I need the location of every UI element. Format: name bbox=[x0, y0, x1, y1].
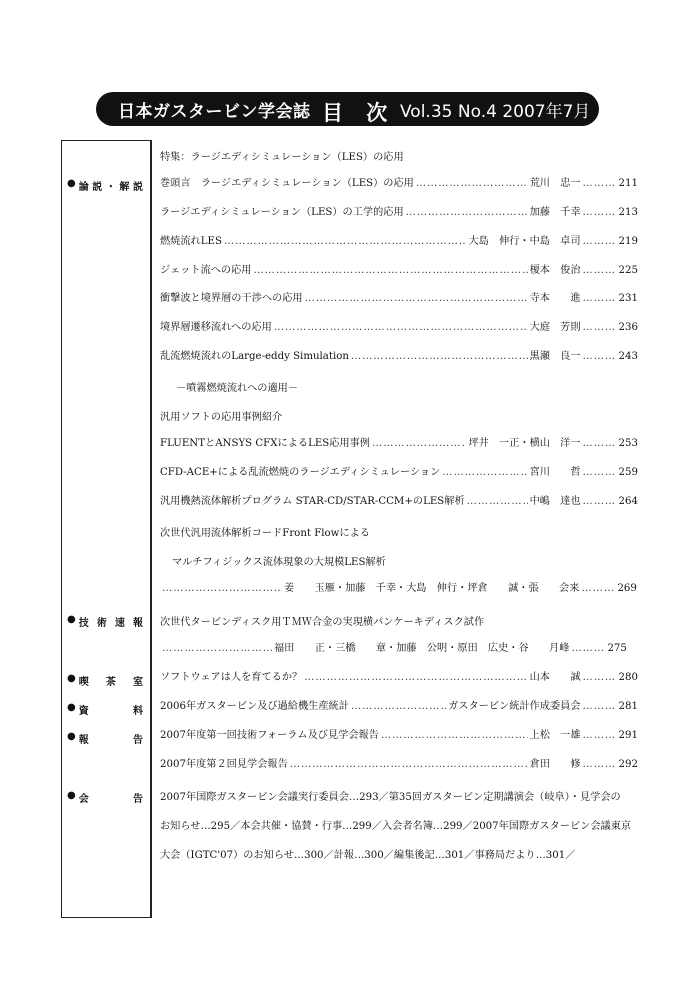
bullet-icon: ● bbox=[67, 790, 76, 801]
toc-entry[interactable]: …………………………………………………………………………………………………………………………………………………………………………… 姜 玉雁・加藤 千幸・大島 伸行・坪倉 誠・張 会来 …………………………………………………………………………………………………………………………………………………………………………… 269 bbox=[160, 582, 638, 596]
notice-line: 2007年国際ガスタービン会議実行委員会…293／第35回ガスタービン定期講演会（岐阜）・見学会の bbox=[160, 792, 621, 803]
column-divider bbox=[150, 140, 152, 918]
toc-entry[interactable]: ジェット流への応用 …………………………………………………………………………………………………………………………………………………………………………… 榎本 俊治 …………………………………………………………………………………………………………………………………………………………………………… 225 bbox=[160, 264, 638, 278]
toc-entry[interactable]: 2007年度第２回見学会報告 …………………………………………………………………………………………………………………………………………………………………………… 倉田 修 …………………………………………………………………………………………………………………………………………………………………………… 292 bbox=[160, 758, 638, 772]
toc-entry[interactable]: CFD-ACE+による乱流燃焼のラージエディシミュレーション …………………………………………………………………………………………………………………………………………………………………………… 宮川 哲 …………………………………………………………………………………………………………………………………………………………………………… 259 bbox=[160, 466, 638, 480]
toc-entry[interactable]: 境界層遷移流れへの応用 …………………………………………………………………………………………………………………………………………………………………………… 大庭 芳則 …………………………………………………………………………………………………………………………………………………………………………… 236 bbox=[160, 321, 638, 335]
entry-subtitle: －噴霧燃焼流れへの適用－ bbox=[176, 383, 299, 394]
toc-entry[interactable]: 乱流燃焼流れのLarge-eddy Simulation …………………………………………………………………………………………………………………………………………………………………………… 黒瀬 良一 …………………………………………………………………………………………………………………………………………………………………………… 243 bbox=[160, 350, 638, 364]
frontflow-title-line2: マルチフィジックス流体現象の大規模LES解析 bbox=[172, 557, 386, 568]
toc-entry[interactable]: ソフトウェアは人を育てるか？ …………………………………………………………………………………………………………………………………………………………………………… 山本 誠 …………………………………………………………………………………………………………………………………………………………………………… 280 bbox=[160, 671, 638, 685]
tech-report-title: 次世代タービンディスク用ＴＭＷ合金の実現横パンケーキディスク試作 bbox=[160, 617, 485, 628]
category-ronsetsu: ● 論説・解説 bbox=[67, 178, 143, 193]
frontflow-title-line1: 次世代汎用流体解析コードFront Flowによる bbox=[160, 528, 370, 539]
notice-line: 大会（IGTC'07）のお知らせ…300／計報…300／編集後記…301／事務局だより…301／ bbox=[160, 850, 576, 861]
toc-entry[interactable]: 巻頭言 ラージエディシミュレーション（LES）の応用 …………………………………………………………………………………………………………………………………………………………………………… 荒川 忠一 …………………………………………………………………………………………………………………………………………………………………………… 211 bbox=[160, 177, 638, 191]
toc-entry[interactable]: …………………………………………………………………………………………………………………………………………………………………………… 福田 正・三橋 章・加藤 公明・原田 広史・谷 月峰 …………………………………………………………………………………………………………………………………………………………………………… 275 bbox=[160, 642, 638, 656]
category-hokoku: ● 報告 bbox=[67, 731, 143, 746]
category-gijutsu: ● 技術速報 bbox=[67, 614, 143, 629]
special-feature-heading: 特集：ラージエディシミュレーション（LES）の応用 bbox=[160, 152, 404, 163]
category-kissa: ● 喫茶室 bbox=[67, 673, 143, 688]
toc-entry[interactable]: 2006年ガスタービン及び過給機生産統計 …………………………………………………………………………………………………………………………………………………………………………… ガスタービン統計作成委員会 …………………………………………………………………………………………………………………………………………………………………………… 281 bbox=[160, 700, 638, 714]
category-shiryo: ● 資料 bbox=[67, 702, 143, 717]
toc-title: 目 次 bbox=[322, 101, 396, 125]
bullet-icon: ● bbox=[67, 178, 76, 189]
bullet-icon: ● bbox=[67, 731, 76, 742]
toc-entry[interactable]: 2007年度第一回技術フォーラム及び見学会報告 …………………………………………………………………………………………………………………………………………………………………………… 上松 一雄 …………………………………………………………………………………………………………………………………………………………………………… 291 bbox=[160, 729, 638, 743]
issue-info: Vol.35 No.4 2007年7月 bbox=[400, 102, 591, 122]
notice-line: お知らせ…295／本会共催・協賛・行事…299／入会者名簿…299／2007年国際ガスタービン会議東京 bbox=[160, 821, 632, 832]
toc-entry[interactable]: FLUENTとANSYS CFXによるLES応用事例 …………………………………………………………………………………………………………………………………………………………………………… 坪井 一正・横山 洋一 …………………………………………………………………………………………………………………………………………………………………………… 253 bbox=[160, 437, 638, 451]
toc-entry[interactable]: ラージエディシミュレーション（LES）の工学的応用 …………………………………………………………………………………………………………………………………………………………………………… 加藤 千幸 …………………………………………………………………………………………………………………………………………………………………………… 213 bbox=[160, 206, 638, 220]
toc-entry[interactable]: 汎用機熱流体解析プログラム STAR-CD/STAR-CCM+のLES解析 …………………………………………………………………………………………………………………………………………………………………………… 中嶋 達也 …………………………………………………………………………………………………………………………………………………………………………… 264 bbox=[160, 495, 638, 509]
bullet-icon: ● bbox=[67, 614, 76, 625]
magazine-title: 日本ガスタービン学会誌 bbox=[118, 102, 311, 122]
bullet-icon: ● bbox=[67, 673, 76, 684]
toc-entry[interactable]: 燃焼流れLES …………………………………………………………………………………………………………………………………………………………………………… 大島 伸行・中島 卓司 …………………………………………………………………………………………………………………………………………………………………………… 219 bbox=[160, 235, 638, 249]
journal-header-banner bbox=[96, 92, 599, 126]
category-kaikoku: ● 会告 bbox=[67, 790, 143, 805]
bullet-icon: ● bbox=[67, 702, 76, 713]
section-heading: 汎用ソフトの応用事例紹介 bbox=[160, 412, 283, 423]
toc-entry[interactable]: 衝撃波と境界層の干渉への応用 …………………………………………………………………………………………………………………………………………………………………………… 寺本 進 …………………………………………………………………………………………………………………………………………………………………………… 231 bbox=[160, 292, 638, 306]
